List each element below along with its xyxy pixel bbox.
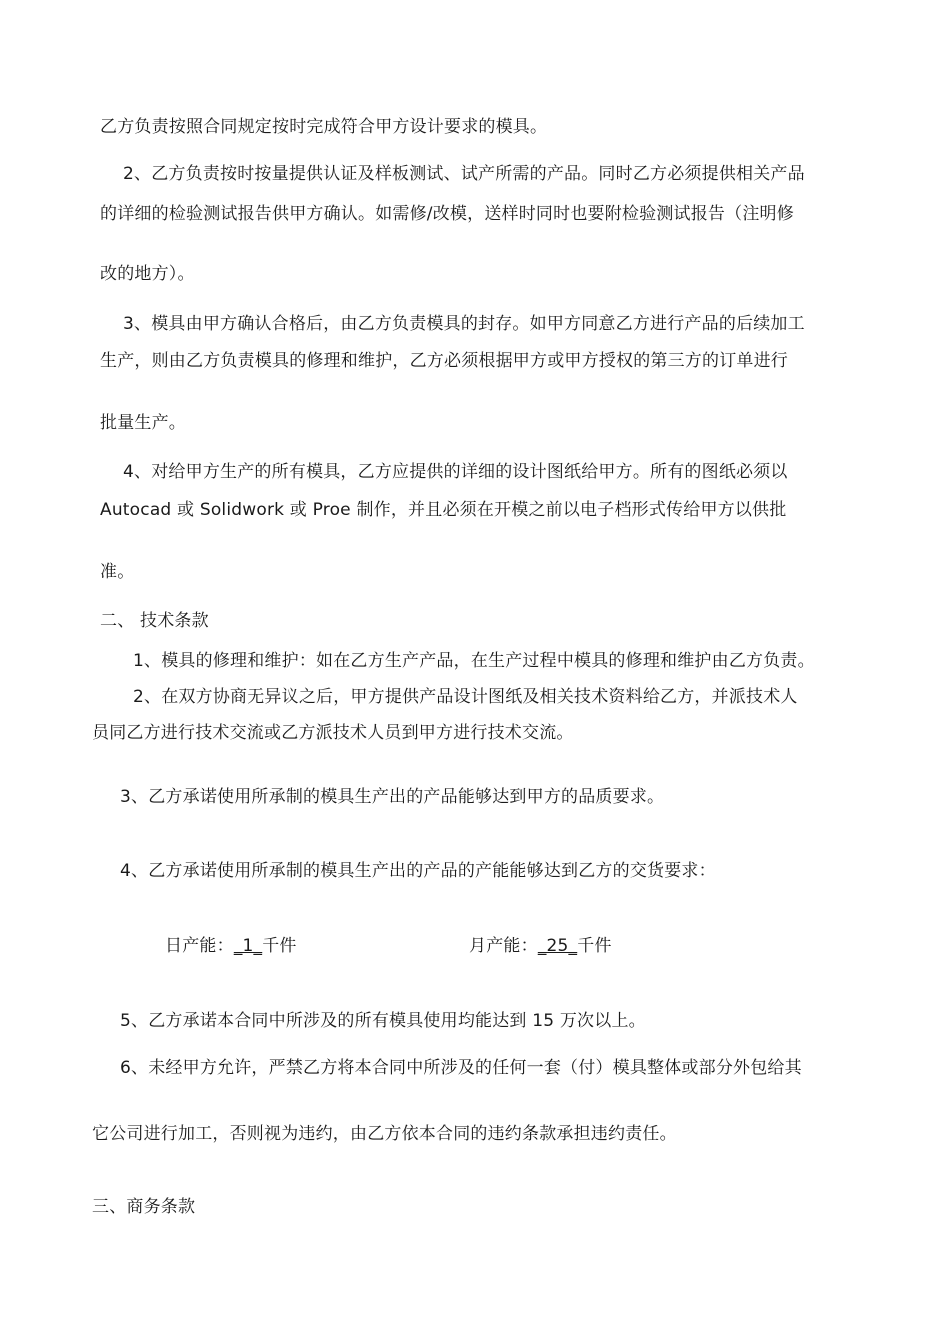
daily-capacity — [165, 935, 297, 957]
text-line: 5、乙方承诺本合同中所涉及的所有模具使用均能达到 15 万次以上。 — [120, 1011, 646, 1031]
text-line: 的详细的检验测试报告供甲方确认。如需修/改模，送样时同时也要附检验测试报告（注明修 — [100, 204, 794, 224]
text-line: 乙方负责按照合同规定按时完成符合甲方设计要求的模具。 — [100, 117, 548, 137]
monthly-capacity-unit: 千件 — [577, 936, 612, 956]
text-line: 1、模具的修理和维护：如在乙方生产产品，在生产过程中模具的修理和维护由乙方负责。 — [133, 651, 815, 671]
text-line: 3、模具由甲方确认合格后，由乙方负责模具的封存。如甲方同意乙方进行产品的后续加工 — [123, 314, 805, 334]
daily-capacity-label: 日产能： — [165, 936, 234, 956]
text-line: 批量生产。 — [100, 413, 186, 433]
section-heading: 三、商务条款 — [92, 1197, 196, 1217]
text-line: 3、乙方承诺使用所承制的模具生产出的产品能够达到甲方的品质要求。 — [120, 787, 665, 807]
monthly-capacity — [469, 935, 612, 957]
section-heading: 二、 技术条款 — [100, 611, 209, 631]
daily-capacity-value: _1_ — [233, 936, 263, 956]
text-line: 2、乙方负责按时按量提供认证及样板测试、试产所需的产品。同时乙方必须提供相关产品 — [123, 164, 805, 184]
text-line: 6、未经甲方允许，严禁乙方将本合同中所涉及的任何一套（付）模具整体或部分外包给其 — [120, 1058, 802, 1078]
text-line: 改的地方）。 — [100, 264, 195, 284]
monthly-capacity-value: _25_ — [537, 936, 578, 956]
monthly-capacity-label: 月产能： — [469, 936, 538, 956]
daily-capacity-unit: 千件 — [262, 936, 297, 956]
text-line: 生产，则由乙方负责模具的修理和维护，乙方必须根据甲方或甲方授权的第三方的订单进行 — [100, 351, 788, 371]
text-line: 它公司进行加工，否则视为违约，由乙方依本合同的违约条款承担违约责任。 — [92, 1124, 677, 1144]
text-line: 准。 — [100, 562, 135, 582]
text-line: Autocad 或 Solidwork 或 Proe 制作，并且必须在开模之前以电子档形式传给甲方以供批 — [100, 500, 787, 520]
text-line: 员同乙方进行技术交流或乙方派技术人员到甲方进行技术交流。 — [92, 723, 574, 743]
text-line: 2、在双方协商无异议之后，甲方提供产品设计图纸及相关技术资料给乙方，并派技术人 — [133, 687, 798, 707]
text-line: 4、乙方承诺使用所承制的模具生产出的产品的产能能够达到乙方的交货要求： — [120, 861, 716, 881]
text-line: 4、对给甲方生产的所有模具，乙方应提供的详细的设计图纸给甲方。所有的图纸必须以 — [123, 462, 788, 482]
